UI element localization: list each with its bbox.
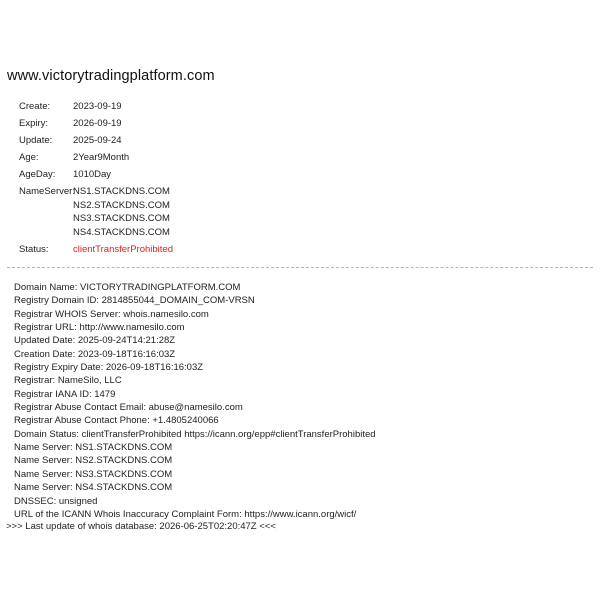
create-row <box>19 100 173 113</box>
age-row <box>19 151 173 164</box>
whois-line-abuse-phone: Registrar Abuse Contact Phone: +1.4805240066 <box>14 415 219 427</box>
nameserver-list <box>73 185 170 239</box>
whois-line-registrar-iana-id: Registrar IANA ID: 1479 <box>14 388 116 400</box>
domain-summary <box>19 100 173 260</box>
update-label: Update: <box>19 135 53 147</box>
whois-line-name-server-4: Name Server: NS4.STACKDNS.COM <box>14 482 173 494</box>
nameserver-item: NS2.STACKDNS.COM <box>73 199 170 211</box>
last-update-line: >>> Last update of whois database: 2026-06-25T02:20:47Z <<< <box>6 521 276 532</box>
nameserver-label: NameServer: <box>19 186 75 198</box>
whois-line-name-server-2: Name Server: NS2.STACKDNS.COM <box>14 455 173 467</box>
nameserver-item: NS1.STACKDNS.COM <box>73 186 170 198</box>
whois-raw-record <box>14 281 376 521</box>
expiry-label: Expiry: <box>19 118 49 130</box>
whois-line-dnssec: DNSSEC: unsigned <box>14 495 98 507</box>
whois-line-domain-status: Domain Status: clientTransferProhibited https://icann.org/epp#clientTransferProhibited <box>14 428 376 440</box>
create-label: Create: <box>19 101 51 112</box>
nameserver-item: NS4.STACKDNS.COM <box>73 226 170 238</box>
nameserver-row <box>19 185 173 239</box>
nameserver-item: NS3.STACKDNS.COM <box>73 213 170 225</box>
ageday-row <box>19 168 173 181</box>
whois-line-domain-name: Domain Name: VICTORYTRADINGPLATFORM.COM <box>14 282 241 293</box>
status-label: Status: <box>19 243 49 255</box>
update-row <box>19 134 173 147</box>
create-value: 2023-09-19 <box>73 101 122 112</box>
expiry-row <box>19 117 173 130</box>
whois-line-updated-date: Updated Date: 2025-09-24T14:21:28Z <box>14 335 176 347</box>
age-label: Age: <box>19 152 39 164</box>
expiry-value: 2026-09-19 <box>73 118 122 130</box>
whois-line-abuse-email: Registrar Abuse Contact Email: abuse@namesilo.com <box>14 402 243 414</box>
age-value: 2Year9Month <box>73 152 130 164</box>
whois-line-registry-domain-id: Registry Domain ID: 2814855044_DOMAIN_COM-VRSN <box>14 295 255 307</box>
whois-line-creation-date: Creation Date: 2023-09-18T16:16:03Z <box>14 348 176 360</box>
dashed-divider <box>7 267 593 268</box>
whois-line-name-server-1: Name Server: NS1.STACKDNS.COM <box>14 442 173 454</box>
update-value: 2025-09-24 <box>73 135 122 147</box>
ageday-label: AgeDay: <box>19 169 56 181</box>
whois-line-icann-complaint-url: URL of the ICANN Whois Inaccuracy Complaint Form: https://www.icann.org/wicf/ <box>14 508 357 520</box>
whois-line-registry-expiry-date: Registry Expiry Date: 2026-09-18T16:16:03Z <box>14 362 204 374</box>
whois-line-name-server-3: Name Server: NS3.STACKDNS.COM <box>14 468 173 480</box>
status-row <box>19 243 173 256</box>
whois-line-registrar-url: Registrar URL: http://www.namesilo.com <box>14 322 185 334</box>
whois-line-registrar: Registrar: NameSilo, LLC <box>14 375 122 387</box>
status-value[interactable]: clientTransferProhibited <box>73 243 173 255</box>
ageday-value: 1010Day <box>73 169 112 181</box>
whois-line-registrar-whois-server: Registrar WHOIS Server: whois.namesilo.com <box>14 308 209 320</box>
domain-title: www.victorytradingplatform.com <box>7 68 215 84</box>
